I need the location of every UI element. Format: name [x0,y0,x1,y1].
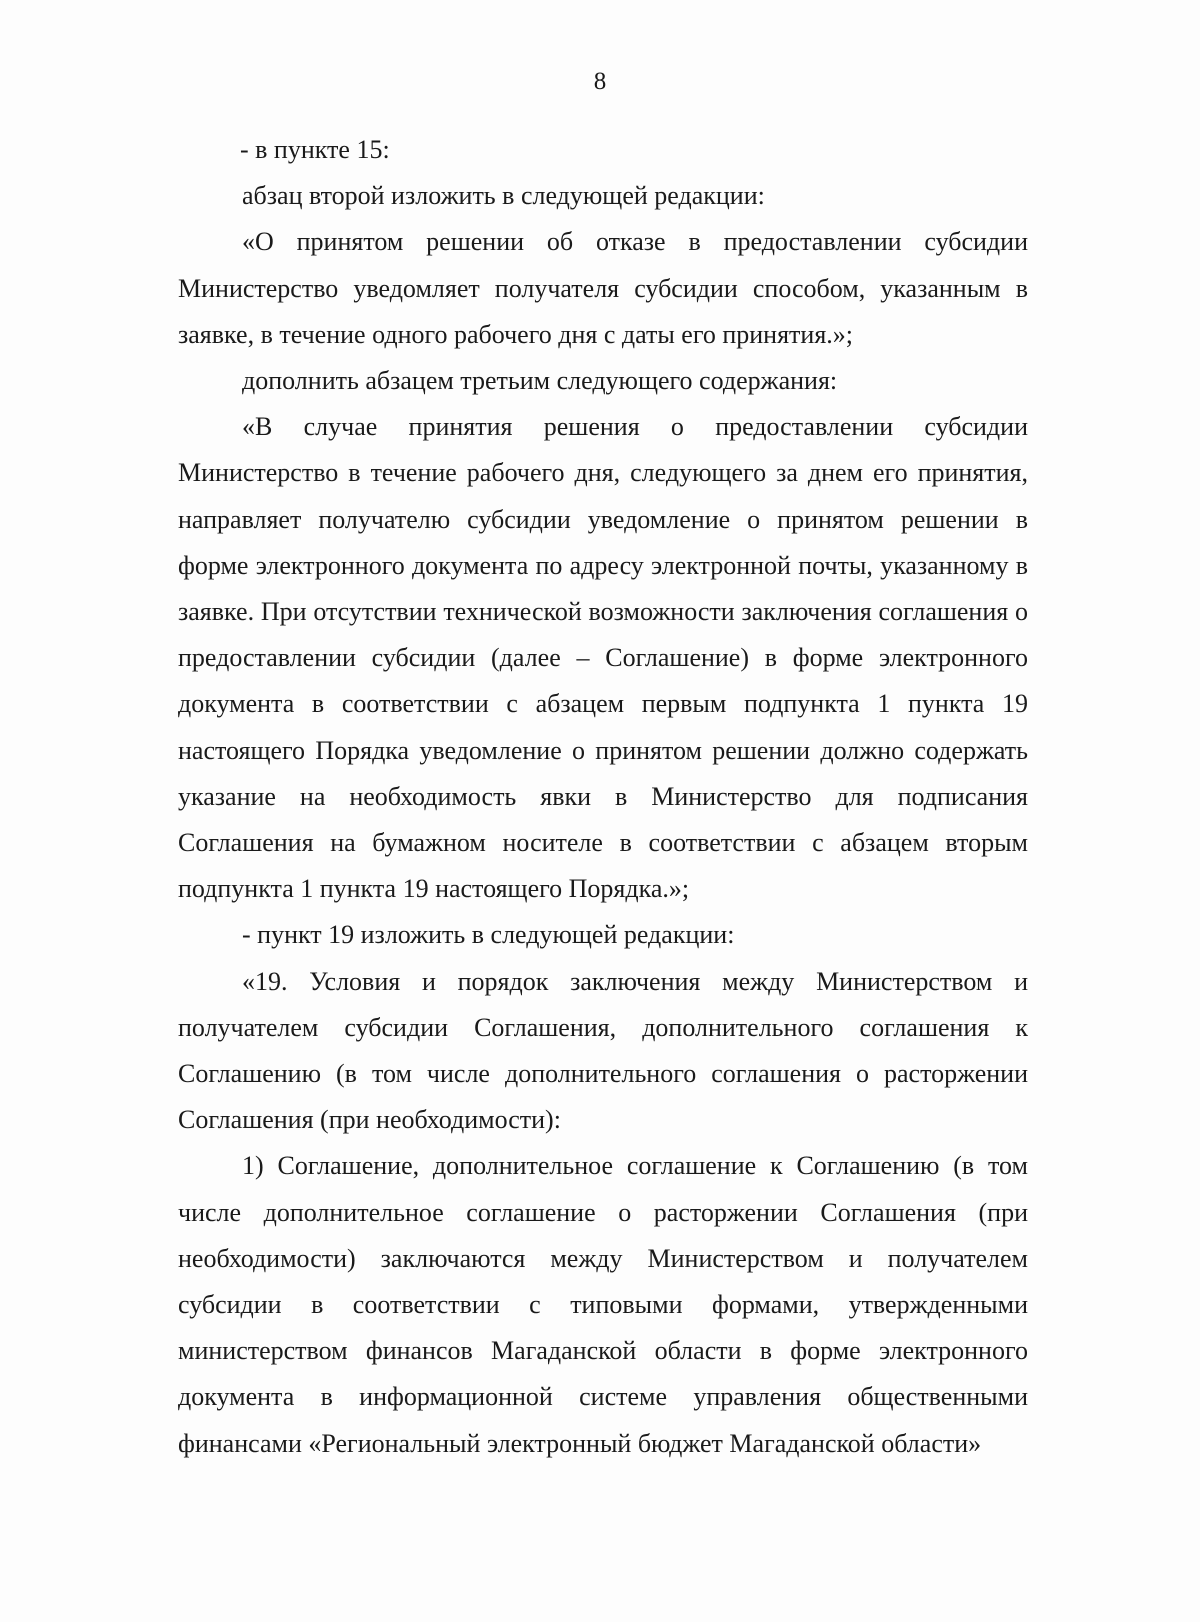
paragraph-refusal-notice: «О принятом решении об отказе в предоставлении субсидии Министерство уведомляет получателя субсидии способом, указанным в заявке, в течение одного рабочего дня с даты его принятия.»; [178,227,1028,349]
page-number: 8 [593,68,607,95]
paragraph-third-abzac-instruction: дополнить абзацем третьим следующего содержания: [242,366,838,396]
paragraph-grant-notice: «В случае принятия решения о предоставлении субсидии Министерство в течение рабочего дня, следующего за днем его принятия, направляет получателю субсидии уведомление о принятом решении в форме электронного документа по адресу электронной почты, указанному в заявке. При отсутствии технической возможности заключения соглашения о предоставлении субсидии (далее – Соглашение) в форме электронного документа в соответствии с абзацем первым подпункта 1 пункта 19 настоящего Порядка уведомление о принятом решении должно содержать указание на необходимость явки в Министерство для подписания Соглашения на бумажном носителе в соответствии с абзацем вторым подпункта 1 пункта 19 настоящего Порядка.»; [178,412,1028,904]
paragraph-item-19-instruction: - пункт 19 изложить в следующей редакции: [242,920,735,950]
paragraph-second-abzac-instruction: абзац второй изложить в следующей редакции: [242,181,765,211]
paragraph-subitem-1: 1) Соглашение, дополнительное соглашение к Соглашению (в том числе дополнительное соглашение о расторжении Соглашения (при необходимости) заключаются между Министерством и получателем субсидии в соответствии с типовыми формами, утвержденными министерством финансов Магаданской области в форме электронного документа в информационной системе управления общественными финансами «Региональный электронный бюджет Магаданской области» [178,1151,1028,1458]
paragraph-item-19-conditions: «19. Условия и порядок заключения между Министерством и получателем субсидии Соглашения, дополнительного соглашения к Соглашению (в том числе дополнительного соглашения о расторжении Соглашения (при необходимости): [178,966,1028,1135]
document-body [178,127,1028,1467]
paragraph-item-15-intro: - в пункте 15: [240,135,390,164]
